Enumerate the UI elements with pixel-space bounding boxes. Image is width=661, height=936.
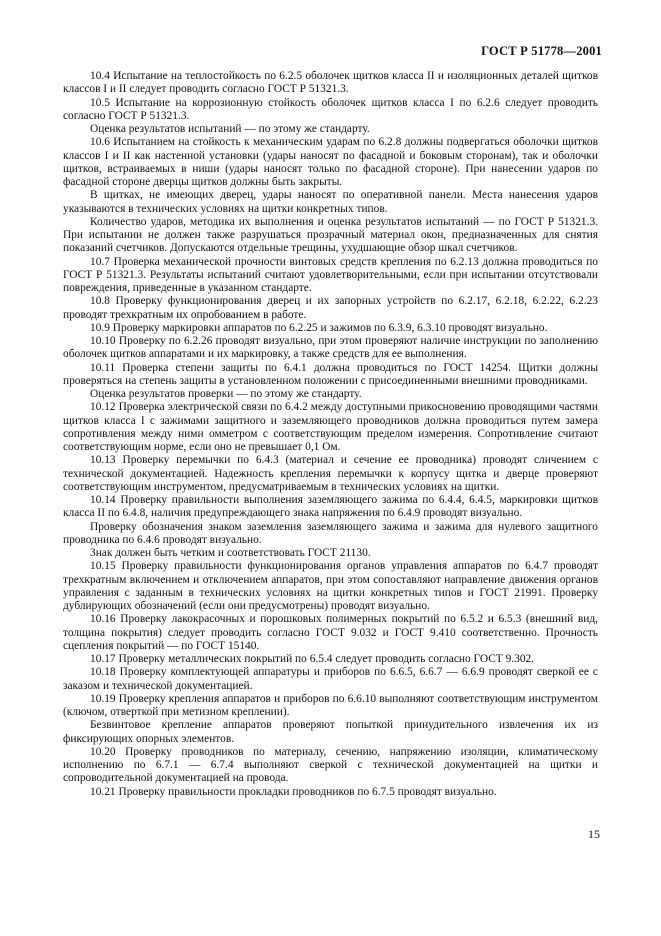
paragraph: Оценка результатов проверки — по этому же стандарту. — [90, 388, 362, 400]
paragraph: 10.13 Проверку перемычки по 6.4.3 (материал и сечение ее проводника) проводят сличением с технической документацией. Надежность крепления перемычки к корпусу щитка и дверце проверяют соответствующим инструментом, предусматриваемым в технических условиях на щитки. — [63, 454, 598, 493]
paragraph: В щитках, не имеющих дверец, удары наносят по оперативной панели. Места нанесения ударов указываются в технических условиях на щитки конкретных типов. — [63, 189, 598, 215]
paragraph: 10.21 Проверку правильности прокладки проводников по 6.7.5 проводят визуально. — [90, 785, 497, 798]
paragraph: 10.10 Проверку по 6.2.26 проводят визуально, при этом проверяют наличие инструкции по заполнению оболочек щитков аппаратами и их маркировку, а также средств для ее выполнения. — [63, 335, 598, 361]
page-number: 15 — [588, 827, 600, 841]
document-body — [63, 70, 598, 799]
paragraph: 10.9 Проверку маркировки аппаратов по 6.2.25 и зажимов по 6.3.9, 6.3.10 проводят визуально. — [90, 321, 548, 334]
paragraph: Безвинтовое крепление аппаратов проверяют попыткой принудительного извлечения их из фиксирующих опорных элементов. — [63, 719, 598, 745]
paragraph: 10.8 Проверку функционирования дверец и их запорных устройств по 6.2.17, 6.2.18, 6.2.22, 6.2.23 проводят трехкратным их опробованием в работе. — [63, 295, 598, 321]
paragraph: 10.12 Проверка электрической связи по 6.4.2 между доступными прикосновению проводящими частями щитков класса I с зажимами защитного и заземляющего проводников должна проводиться путем замера сопротивления между ними омметром с соответствующим пределом измерения. Сопротивление считают соответствующим норме, если оно не превышает 0,1 Ом. — [63, 401, 598, 453]
paragraph: 10.17 Проверку металлических покрытий по 6.5.4 следует проводить согласно ГОСТ 9.302. — [90, 653, 535, 665]
paragraph: 10.14 Проверку правильности выполнения заземляющего зажима по 6.4.4, 6.4.5, маркировки щитков класса II по 6.4.8, наличия предупреждающего знака напряжения по 6.4.9 проводят визуально. — [63, 494, 598, 520]
paragraph: 10.15 Проверку правильности функционирования органов управления аппаратов по 6.4.7 проводят трехкратным включением и отключением аппаратов, при этом сопоставляют направление движения органов управления с заданным в технических условиях на щитки конкретных типов и ГОСТ 21991. Проверку дублирующих обозначений (если они предусмотрены) проводят визуально. — [63, 560, 598, 612]
paragraph: Проверку обозначения знаком заземления заземляющего зажима и зажима для нулевого защитного проводника по 6.4.6 проводят визуально. — [63, 520, 598, 546]
paragraph: Знак должен быть четким и соответствовать ГОСТ 21130. — [90, 547, 371, 559]
paragraph: 10.16 Проверку лакокрасочных и порошковых полимерных покрытий по 6.5.2 и 6.5.3 (внешний вид, толщина покрытия) следует проводить согласно ГОСТ 9.032 и ГОСТ 9.410 соответственно. Прочность сцепления покрытий — по ГОСТ 15140. — [63, 613, 598, 652]
paragraph: 10.5 Испытание на коррозионную стойкость оболочек щитков класса I по 6.2.6 следует проводить согласно ГОСТ Р 51321.3. — [63, 96, 598, 122]
paragraph: 10.18 Проверку комплектующей аппаратуры и приборов по 6.6.5, 6.6.7 — 6.6.9 проводят сверкой ее с заказом и технической документацией. — [63, 666, 598, 692]
paragraph: 10.19 Проверку крепления аппаратов и приборов по 6.6.10 выполняют соответствующим инструментом (ключом, отверткой при метизном креплении). — [63, 692, 598, 718]
paragraph: Оценка результатов испытаний — по этому же стандарту. — [90, 123, 370, 135]
paragraph: Количество ударов, методика их выполнения и оценка результатов испытаний — по ГОСТ Р 51321.3. При испытании не должен также разрушаться прозрачный материал окон, предназначенных для снятия показаний счетчиков. Допускаются отдельные трещины, ухудшающие обзор шкал счетчиков. — [63, 215, 598, 255]
paragraph: 10.11 Проверка степени защиты по 6.4.1 должна проводиться по ГОСТ 14254. Щитки должны проверяться на степень защиты в установленном положении с присоединенными внешними проводниками. — [63, 361, 598, 387]
paragraph: 10.20 Проверку проводников по материалу, сечению, напряжению изоляции, климатическому исполнению по 6.7.1 — 6.7.4 выполняют сверкой с технической документацией на щитки и сопроводительной документацией на провода. — [63, 745, 598, 785]
paragraph: 10.7 Проверка механической прочности винтовых средств крепления по 6.2.13 должна проводиться по ГОСТ Р 51321.3. Результаты испытаний считают удовлетворительными, если при испытании отсутствовали повреждения, приведенные в указанном стандарте. — [63, 255, 598, 294]
paragraph: 10.4 Испытание на теплостойкость по 6.2.5 оболочек щитков класса II и изоляционных деталей щитков классов I и II следует проводить согласно ГОСТ Р 51321.3. — [63, 70, 598, 96]
paragraph: 10.6 Испытанием на стойкость к механическим ударам по 6.2.8 должны подвергаться оболочки щитков классов I и II как настенной установки (удары наносят по фасадной и боковым сторонам), так и оболочки щитков, встраиваемых в ниши (удары наносят только по фасадной стороне). При нанесении ударов по фасадной стороне дверцы щитков должны быть закрыты. — [63, 136, 598, 188]
document-header: ГОСТ Р 51778—2001 — [481, 44, 602, 58]
